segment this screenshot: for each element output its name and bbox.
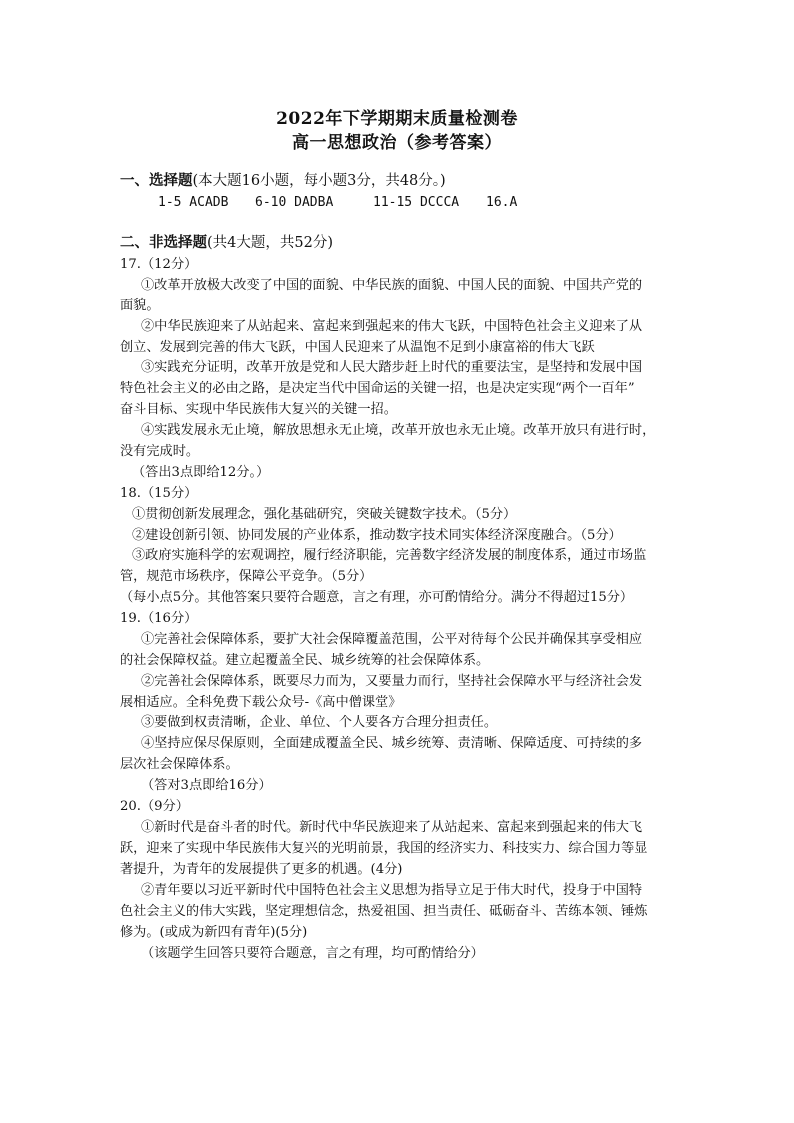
q17-line: 没有完成时。 [120,444,200,459]
q18-scoring-note: （每小点5分。其他答案只要符合题意，言之有理，亦可酌情给分。满分不得超过15分） [120,590,634,605]
q17-line: 创立、发展到完善的伟大飞跃，中国人民迎来了从温饱不足到小康富裕的伟大飞跃 [120,340,595,355]
choice-answers-3 [373,194,459,212]
choice-answers [158,194,228,212]
q20-line: 著提升，为青年的发展提供了更多的机遇。(4分) [120,862,403,877]
page-title: 2022年下学期期末质量检测卷 [276,109,518,129]
section-choice-heading [120,172,446,190]
choice-answers-2 [255,194,333,212]
section-nonchoice-note: (共4大题，共52分) [207,235,333,251]
page-subtitle: 高一思想政治（参考答案） [292,133,502,153]
q19-label: 19.（16分） [120,611,198,626]
q19-line: 的社会保障权益。建立起覆盖全民、城乡统筹的社会保障体系。 [120,653,490,668]
answer-group-2: 6-10 DADBA [255,195,334,210]
q20-scoring-note: （该题学生回答只要符合题意，言之有理，均可酌情给分） [141,946,484,961]
answer-group-3: 11-15 DCCCA [373,195,460,210]
q17-line: ④实践发展永无止境，解放思想永无止境，改革开放也永无止境。改革开放只有进行时， [141,423,656,438]
q18-label: 18.（15分） [120,486,198,501]
q18-line: ②建设创新引领、协同发展的产业体系，推动数字技术同实体经济深度融合。（5分） [132,528,622,543]
section-choice-note: (本大题16小题，每小题3分，共48分。) [192,173,446,189]
q20-line: ②青年要以习近平新时代中国特色社会主义思想为指导立足于伟大时代，投身于中国特 [141,883,643,898]
q17-line: 面貌。 [120,298,160,313]
q19-line: ④坚持应保尽保原则，全面建成覆盖全民、城乡统筹、责清晰、保障适度、可持续的多 [141,736,643,751]
q18-line: ①贯彻创新发展理念，强化基础研究，突破关键数字技术。（5分） [132,507,517,522]
q17-line: ②中华民族迎来了从站起来、富起来到强起来的伟大飞跃，中国特色社会主义迎来了从 [141,319,643,334]
choice-answers-4 [486,194,517,212]
q19-line: 展相适应。全科免费下载公众号-《高中僧课堂》 [120,695,402,710]
q20-line: 跃，迎来了实现中华民族伟大复兴的光明前景，我国的经济实力、科技实力、综合国力等显 [120,841,648,856]
section-nonchoice-title: 二、非选择题 [120,234,207,251]
q19-scoring-note: （答对3点即给16分） [141,778,272,793]
q17-line: ①改革开放极大改变了中国的面貌、中华民族的面貌、中国人民的面貌、中国共产党的 [141,278,643,293]
answer-group-1: 1-5 ACADB [158,195,229,210]
q20-label: 20.（9分） [120,799,189,814]
q18-line: 管，规范市场秩序，保障公平竞争。（5分） [120,569,373,584]
q17-line: 特色社会主义的必由之路，是决定当代中国命运的关键一招，也是决定实现“两个一百年” [120,381,635,396]
q20-line: 色社会主义的伟大实践，坚定理想信念，热爱祖国、担当责任、砥砺奋斗、苦练本领、锤炼 [120,904,648,919]
q19-line: ①完善社会保障体系，要扩大社会保障覆盖范围，公平对待每个公民并确保其享受相应 [141,632,643,647]
section-choice-title: 一、选择题 [120,172,193,189]
q17-label: 17.（12分） [120,257,198,272]
q17-scoring-note: （答出3点即给12分。） [132,465,270,480]
q19-line: 层次社会保障体系。 [120,757,239,772]
q17-line: ③实践充分证明，改革开放是党和人民大踏步赶上时代的重要法宝，是坚持和发展中国 [141,360,643,375]
q20-line: 修为。(或成为新四有青年)(5分) [120,925,308,940]
answer-group-4: 16.A [486,195,518,210]
q20-line: ①新时代是奋斗者的时代。新时代中华民族迎来了从站起来、富起来到强起来的伟大飞 [141,820,643,835]
q19-line: ②完善社会保障体系，既要尽力而为，又要量力而行，坚持社会保障水平与经济社会发 [141,674,643,689]
q18-line: ③政府实施科学的宏观调控，履行经济职能，完善数字经济发展的制度体系，通过市场监 [132,548,647,563]
q19-line: ③要做到权责清晰，企业、单位、个人要各方合理分担责任。 [141,715,498,730]
q17-line: 奋斗目标、实现中华民族伟大复兴的关键一招。 [120,402,397,417]
section-nonchoice-heading [120,234,333,252]
